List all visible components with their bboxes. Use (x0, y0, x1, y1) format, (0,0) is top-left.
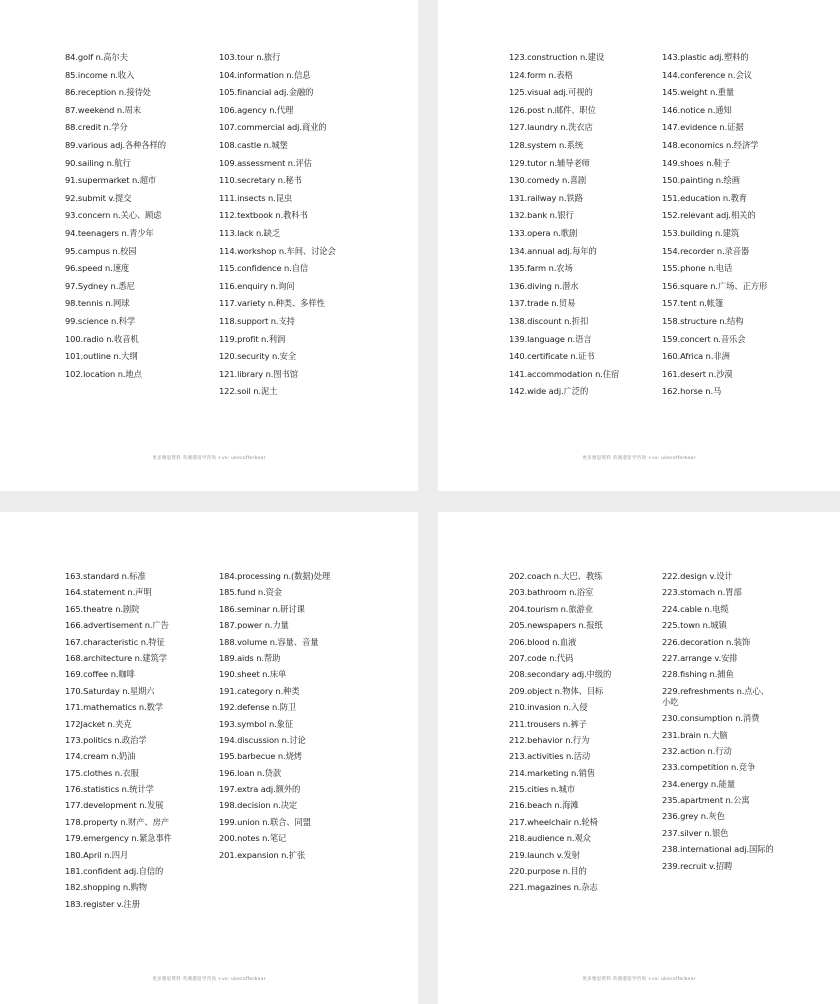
vocab-entry: 90.sailing n.航行 (65, 157, 131, 168)
vocab-entry: 224.cable n.电缆 (662, 603, 729, 614)
vocab-entry: 95.campus n.校园 (65, 245, 137, 256)
vocab-entry: 163.standard n.标准 (65, 571, 146, 581)
vocab-entry: 197.extra adj.额外的 (219, 784, 301, 795)
word-column-right (219, 571, 379, 866)
vocab-entry: 202.coach n.大巴、教练 (509, 571, 603, 581)
vocab-entry: 179.emergency n.紧急事件 (65, 833, 172, 844)
vocab-entry: 93.concern n.关心、顾虑 (65, 210, 162, 221)
vocab-entry: 160.Africa n.非洲 (662, 351, 730, 362)
vocab-entry: 226.decoration n.装饰 (662, 636, 751, 647)
vocab-entry: 151.education n.教育 (662, 192, 747, 203)
vocab-entry: 110.secretary n.秘书 (219, 175, 302, 186)
vocab-entry: 149.shoes n.鞋子 (662, 157, 731, 168)
vocab-entry: 135.farm n.农场 (509, 263, 573, 274)
vocab-entry: 211.trousers n.裤子 (509, 718, 587, 729)
vocab-entry: 128.system n.系统 (509, 139, 584, 150)
vocab-entry: 136.diving n.潜水 (509, 280, 579, 291)
vocab-entry: 235.apartment n.公寓 (662, 795, 750, 806)
vocab-entry: 178.property n.财产、房产 (65, 816, 170, 827)
vocab-entry: 194.discussion n.讨论 (219, 734, 306, 745)
vocab-entry: 102.location n.地点 (65, 368, 142, 379)
page-footer: 更多雅思资料 英澳港留学咨询 +vx: ukecofferbear (582, 456, 696, 461)
vocab-entry: 233.competition n.竞争 (662, 762, 756, 773)
vocab-entry: 209.object n.物体、目标 (509, 685, 604, 696)
vocab-entry: 146.notice n.通知 (662, 104, 732, 115)
vocab-entry: 152.relevant adj.相关的 (662, 210, 756, 221)
vocab-entry: 137.trade n.贸易 (509, 298, 576, 309)
vocab-entry: 174.cream n.奶油 (65, 751, 136, 762)
vocab-entry: 203.bathroom n.浴室 (509, 587, 594, 598)
vocab-entry: 222.design v.设计 (662, 571, 733, 581)
vocab-entry: 121.library n.图书馆 (219, 368, 298, 379)
vocab-entry: 195.barbecue n.烧烤 (219, 751, 302, 762)
vocab-entry: 97.Sydney n.悉尼 (65, 280, 135, 291)
word-column-right (219, 52, 379, 404)
vocab-entry: 219.launch v.发射 (509, 849, 580, 860)
vocab-entry: 134.annual adj.每年的 (509, 245, 597, 256)
vocab-entry: 185.fund n.资金 (219, 587, 283, 598)
vocab-entry: 96.speed n.速度 (65, 263, 130, 274)
vocab-entry: 148.economics n.经济学 (662, 139, 759, 150)
vocab-entry: 123.construction n.建设 (509, 52, 605, 62)
vocab-entry: 91.supermarket n.超市 (65, 175, 157, 186)
vocab-entry: 215.cities n.城市 (509, 784, 575, 795)
vocab-entry: 127.laundry n.洗衣店 (509, 122, 593, 133)
vocab-entry: 125.visual adj.可视的 (509, 87, 593, 98)
vocab-entry: 186.seminar n.研讨课 (219, 603, 305, 614)
vocab-entry: 228.fishing n.捕鱼 (662, 669, 734, 680)
vocab-entry: 116.enquiry n.询问 (219, 280, 295, 291)
vocab-entry: 86.reception n.接待处 (65, 87, 151, 98)
vocab-entry: 157.tent n.帐篷 (662, 298, 724, 309)
vocab-entry: 229.refreshments n.点心、小吃 (662, 685, 769, 707)
vocab-entry: 122.soil n.泥土 (219, 386, 278, 397)
vocab-entry: 181.confident adj.自信的 (65, 866, 164, 877)
vocab-entry: 206.blood n.血液 (509, 636, 577, 647)
vocab-entry: 239.recruit v.招聘 (662, 860, 733, 871)
vocab-entry: 145.weight n.重量 (662, 87, 735, 98)
vocab-entry: 133.opera n.歌剧 (509, 227, 578, 238)
vocab-entry: 115.confidence n.自信 (219, 263, 309, 274)
vocab-entry: 190.sheet n.床单 (219, 669, 287, 680)
vocab-entry: 161.desert n.沙漠 (662, 368, 733, 379)
vocab-entry: 176.statistics n.统计学 (65, 784, 154, 795)
vocab-entry: 165.theatre n.剧院 (65, 603, 140, 614)
vocab-entry: 87.weekend n.周末 (65, 104, 141, 115)
vocab-entry: 105.financial adj.金融的 (219, 87, 314, 98)
vocab-entry: 208.secondary adj.中级的 (509, 669, 612, 680)
vocab-entry: 201.expansion n.扩张 (219, 849, 306, 860)
word-column-left (65, 52, 215, 386)
word-column-left (509, 571, 659, 899)
vocab-entry: 223.stomach n.胃部 (662, 587, 742, 598)
vocab-entry: 214.marketing n.销售 (509, 767, 596, 778)
vocab-entry: 167.characteristic n.特征 (65, 636, 165, 647)
vocab-entry: 177.development n.发展 (65, 800, 164, 811)
vocab-entry: 168.architecture n.建筑学 (65, 652, 167, 663)
vocab-entry: 180.April n.四月 (65, 849, 129, 860)
vocab-entry: 147.evidence n.证据 (662, 122, 744, 133)
vocab-entry: 101.outline n.大纲 (65, 351, 138, 362)
vocab-entry: 117.variety n.种类、多样性 (219, 298, 325, 309)
page-1 (0, 0, 418, 491)
word-column-right (662, 52, 787, 404)
vocab-entry: 213.activities n.活动 (509, 751, 591, 762)
vocab-entry: 88.credit n.学分 (65, 122, 128, 133)
vocab-entry: 130.comedy n.喜剧 (509, 175, 587, 186)
vocab-entry: 94.teenagers n.青少年 (65, 227, 154, 238)
vocab-entry: 104.information n.信息 (219, 69, 311, 80)
vocab-entry: 172Jacket n.夹克 (65, 718, 132, 729)
vocab-entry: 131.railway n.铁路 (509, 192, 583, 203)
vocab-entry: 99.science n.科学 (65, 315, 136, 326)
vocab-entry: 231.brain n.大脑 (662, 729, 728, 740)
vocab-entry: 221.magazines n.杂志 (509, 882, 598, 893)
vocab-entry: 92.submit v.提交 (65, 192, 132, 203)
vocab-entry: 198.decision n.决定 (219, 800, 298, 811)
vocab-entry: 216.beach n.海滩 (509, 800, 579, 811)
vocab-entry: 199.union n.联合、同盟 (219, 816, 311, 827)
vocab-entry: 183.register v.注册 (65, 898, 140, 909)
vocab-entry: 142.wide adj.广泛的 (509, 386, 589, 397)
vocab-entry: 155.phone n.电话 (662, 263, 733, 274)
vocab-entry: 237.silver n.银色 (662, 827, 729, 838)
vocab-entry: 98.tennis n.网球 (65, 298, 130, 309)
vocab-entry: 140.certificate n.证书 (509, 351, 595, 362)
vocab-entry: 171.mathematics n.数学 (65, 702, 163, 713)
vocab-entry: 212.behavior n.行为 (509, 734, 590, 745)
vocab-entry: 150.painting n.绘画 (662, 175, 740, 186)
vocab-entry: 111.insects n.昆虫 (219, 192, 293, 203)
vocab-entry: 139.language n.语言 (509, 333, 592, 344)
vocab-entry: 85.income n.收入 (65, 69, 135, 80)
vocab-entry: 112.textbook n.教科书 (219, 210, 308, 221)
vocab-entry: 103.tour n.旅行 (219, 52, 281, 62)
vocab-entry: 129.tutor n.辅导老师 (509, 157, 590, 168)
page-2 (438, 0, 840, 491)
vocab-entry: 210.invasion n.入侵 (509, 702, 588, 713)
vocab-entry: 189.aids n.帮助 (219, 652, 281, 663)
vocab-entry: 170.Saturday n.星期六 (65, 685, 155, 696)
vocab-entry: 234.energy n.能量 (662, 778, 736, 789)
vocab-entry: 132.bank n.银行 (509, 210, 574, 221)
vocab-entry: 109.assessment n.评估 (219, 157, 312, 168)
vocab-entry: 232.action n.行动 (662, 745, 732, 756)
word-column-left (65, 571, 215, 915)
page-3 (0, 512, 418, 1004)
vocab-entry: 107.commercial adj.商业的 (219, 122, 327, 133)
vocab-entry: 119.profit n.利润 (219, 333, 286, 344)
vocab-entry: 162.horse n.马 (662, 386, 722, 397)
vocab-entry: 106.agency n.代理 (219, 104, 294, 115)
vocab-entry: 143.plastic adj.塑料的 (662, 52, 749, 62)
vocab-entry: 118.support n.支持 (219, 315, 295, 326)
page-4 (438, 512, 840, 1004)
vocab-entry: 84.golf n.高尔夫 (65, 52, 128, 62)
vocab-entry: 159.concert n.音乐会 (662, 333, 746, 344)
vocab-entry: 154.recorder n.录音器 (662, 245, 750, 256)
vocab-entry: 144.conference n.会议 (662, 69, 752, 80)
vocab-entry: 184.processing n.(数据)处理 (219, 571, 331, 581)
vocab-entry: 188.volume n.容量、音量 (219, 636, 319, 647)
vocab-entry: 192.defense n.防卫 (219, 702, 297, 713)
vocab-entry: 225.town n.城镇 (662, 620, 727, 631)
vocab-entry: 124.form n.表格 (509, 69, 573, 80)
vocab-entry: 187.power n.力量 (219, 620, 289, 631)
vocab-entry: 108.castle n.城堡 (219, 139, 288, 150)
vocab-entry: 227.arrange v.安排 (662, 652, 738, 663)
vocab-entry: 220.purpose n.目的 (509, 866, 587, 877)
vocab-entry: 238.international adj.国际的 (662, 844, 774, 855)
vocab-entry: 204.tourism n.旅游业 (509, 603, 593, 614)
vocab-entry: 193.symbol n.象征 (219, 718, 294, 729)
vocab-entry: 120.security n.安全 (219, 351, 297, 362)
vocab-entry: 169.coffee n.咖啡 (65, 669, 135, 680)
vocab-entry: 114.workshop n.车间、讨论会 (219, 245, 336, 256)
vocab-entry: 236.grey n.灰色 (662, 811, 725, 822)
vocab-entry: 217.wheelchair n.轮椅 (509, 816, 598, 827)
vocab-entry: 164.statement n.声明 (65, 587, 152, 598)
vocab-entry: 158.structure n.结构 (662, 315, 744, 326)
vocab-entry: 156.square n.广场、正方形 (662, 280, 768, 291)
vocab-entry: 138.discount n.折扣 (509, 315, 589, 326)
vocab-entry: 191.category n.种类 (219, 685, 300, 696)
vocab-entry: 218.audience n.观众 (509, 833, 591, 844)
vocab-entry: 205.newspapers n.报纸 (509, 620, 603, 631)
page-footer: 更多雅思资料 英澳港留学咨询 +vx: ukecofferbear (152, 977, 266, 982)
vocab-entry: 200.notes n.笔记 (219, 833, 287, 844)
word-column-right (662, 571, 787, 877)
vocab-entry: 100.radio n.收音机 (65, 333, 139, 344)
vocab-entry: 166.advertisement n.广告 (65, 620, 169, 631)
vocab-entry: 89.various adj.各种各样的 (65, 139, 166, 150)
vocab-entry: 141.accommodation n.住宿 (509, 368, 620, 379)
vocab-entry: 230.consumption n.消费 (662, 713, 760, 724)
page-footer: 更多雅思资料 英澳港留学咨询 +vx: ukecofferbear (582, 977, 696, 982)
vocab-entry: 173.politics n.政治学 (65, 734, 147, 745)
vocab-entry: 182.shopping n.购物 (65, 882, 147, 893)
vocab-entry: 126.post n.邮件、职位 (509, 104, 596, 115)
vocab-entry: 207.code n.代码 (509, 652, 574, 663)
page-footer: 更多雅思资料 英澳港留学咨询 +vx: ukecofferbear (152, 456, 266, 461)
word-column-left (509, 52, 659, 404)
vocab-entry: 196.loan n.贷款 (219, 767, 282, 778)
vocab-entry: 113.lack n.缺乏 (219, 227, 281, 238)
vocab-entry: 153.building n.建筑 (662, 227, 740, 238)
vocab-entry: 175.clothes n.衣服 (65, 767, 139, 778)
